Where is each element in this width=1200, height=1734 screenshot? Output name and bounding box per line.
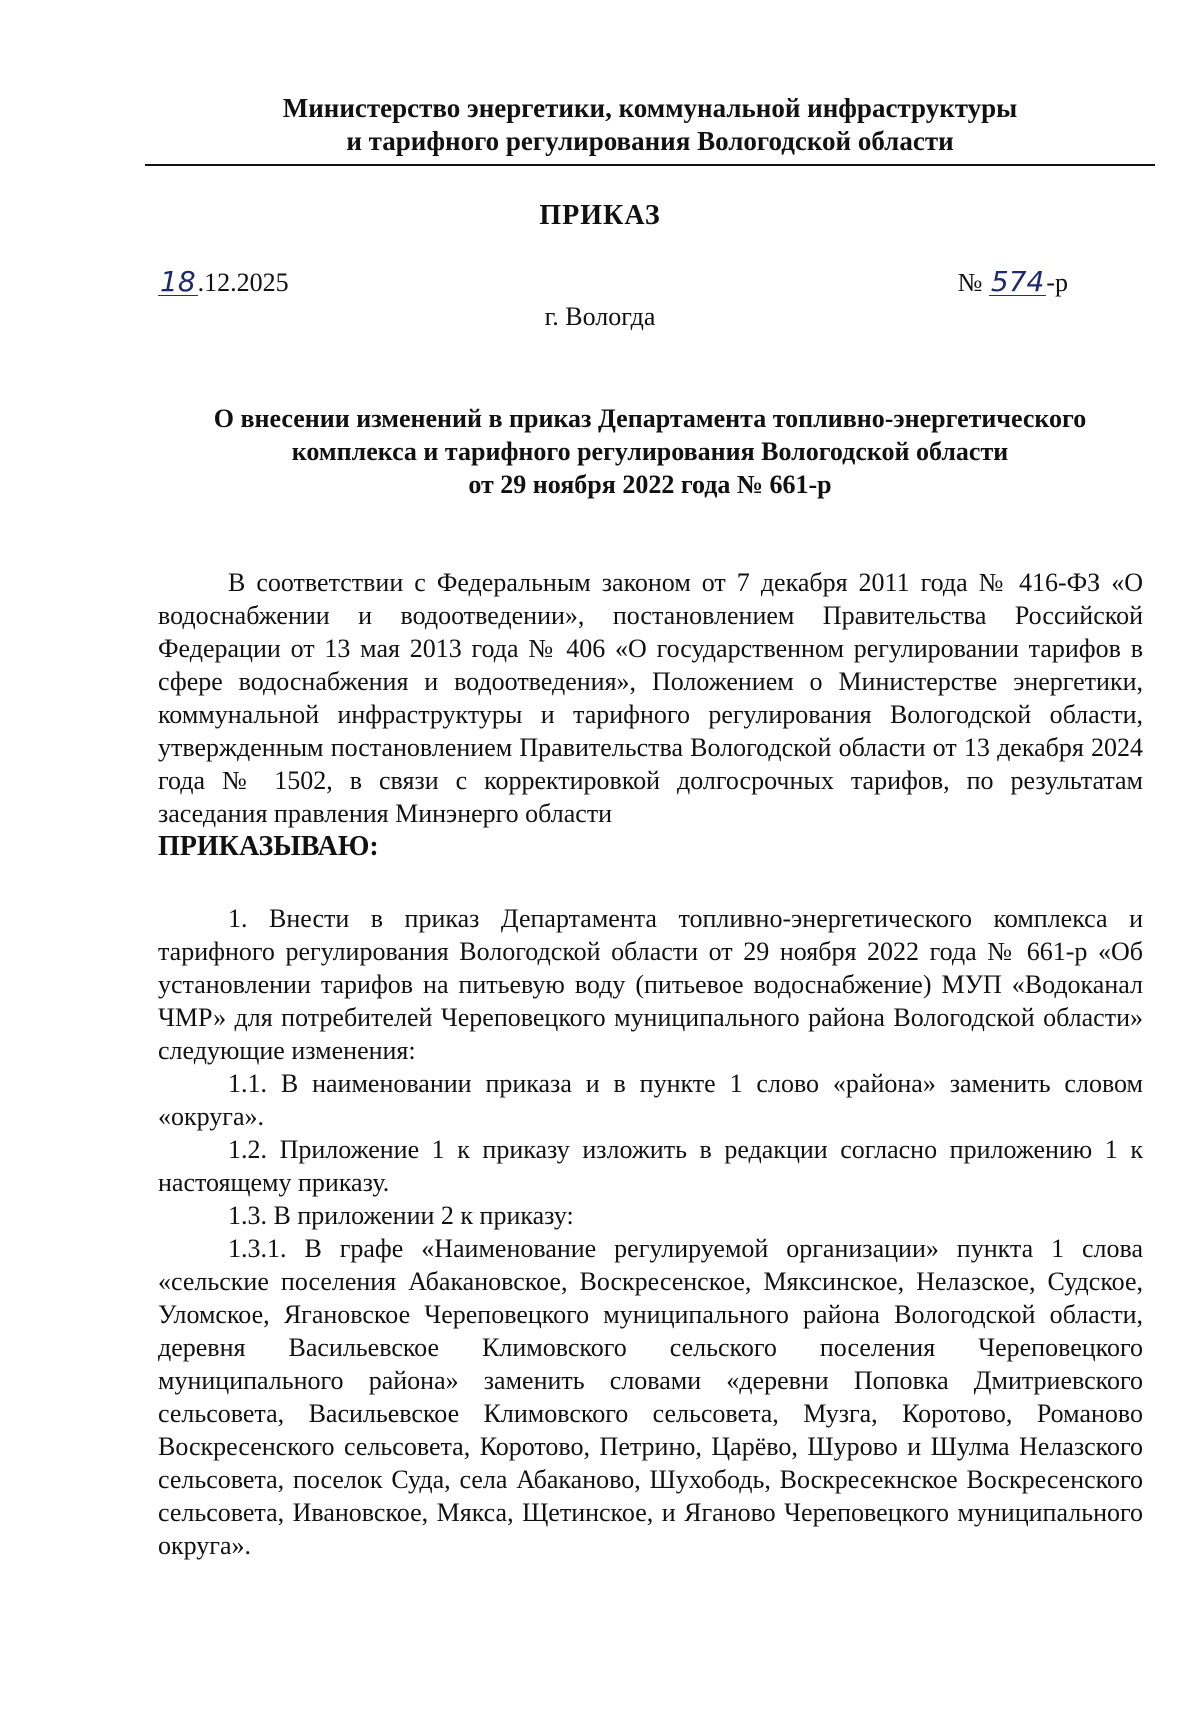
order-title: ПРИКАЗ (539, 200, 661, 231)
ministry-line-1: Министерство энергетики, коммунальной инфраструктуры (282, 93, 1018, 123)
header-divider (145, 164, 1155, 166)
number-suffix: -р (1046, 268, 1068, 297)
date-rest: .12.2025 (197, 268, 289, 297)
handwritten-number: 574 (990, 265, 1045, 298)
ministry-line-2: и тарифного регулирования Вологодской области (346, 126, 954, 156)
ministry-header (145, 92, 1155, 158)
order-subject (145, 402, 1155, 501)
item-1-2: 1.2. Приложение 1 к приказу изложить в редакции согласно приложению 1 к настоящему приказу. (158, 1135, 1143, 1197)
item-1-3-1: 1.3.1. В графе «Наименование регулируемой организации» пункта 1 слова «сельские поселения Абакановское, Воскресенское, Мяксинское, Нелазское, Судское, Уломское, Ягановское Череповецкого муниципального района Вологодской области, деревня Васильевское Климовского сельского поселения Череповецкого муниципального района» заменить словами «деревни Поповка Дмитриевского сельсовета, Васильевское Климовского сельсовета, Музга, Коротово, Романово Воскресенского сельсовета, Коротово, Петрино, Царёво, Шурово и Шулма Нелазского сельсовета, поселок Суда, села Абаканово, Шухободь, Воскресекнское Воскресенского сельсовета, Ивановское, Мякса, Щетинское, и Яганово Череповецкого муниципального округа». (158, 1234, 1143, 1560)
order-date (158, 265, 289, 298)
subject-line-2: комплекса и тарифного регулирования Вологодской области (291, 437, 1009, 466)
handwritten-day: 18 (160, 265, 196, 298)
item-1-1: 1.1. В наименовании приказа и в пункте 1 слово «района» заменить словом «округа». (158, 1069, 1143, 1131)
order-directive-word: ПРИКАЗЫВАЮ: (158, 831, 379, 862)
item-1-3: 1.3. В приложении 2 к приказу: (228, 1201, 574, 1230)
subject-line-1: О внесении изменений в приказ Департамента топливно-энергетического (213, 404, 1087, 433)
order-city: г. Вологда (544, 302, 656, 331)
item-1: 1. Внести в приказ Департамента топливно-энергетического комплекса и тарифного регулирования Вологодской области от 29 ноября 2022 года № 661-р «Об установлении тарифов на питьевую воду (питьевое водоснабжение) МУП «Водоканал ЧМР» для потребителей Череповецкого муниципального района Вологодской области» следующие изменения: (158, 904, 1143, 1065)
subject-line-3: от 29 ноября 2022 года № 661-р (468, 470, 832, 499)
number-prefix: № (957, 268, 989, 297)
order-body (158, 566, 1143, 1562)
spacer (158, 864, 1143, 902)
preamble-paragraph: В соответствии с Федеральным законом от 7 декабря 2011 года № 416-ФЗ «О водоснабжении и водоотведении», постановлением Правительства Российской Федерации от 13 мая 2013 года № 406 «О государственном регулировании тарифов в сфере водоснабжения и водоотведения», Положением о Министерстве энергетики, коммунальной инфраструктуры и тарифного регулирования Вологодской области, утвержденным постановлением Правительства Вологодской области от 13 декабря 2024 года № 1502, в связи с корректировкой долгосрочных тарифов, по результатам заседания правления Минэнерго области (158, 568, 1143, 828)
order-number (957, 265, 1068, 298)
